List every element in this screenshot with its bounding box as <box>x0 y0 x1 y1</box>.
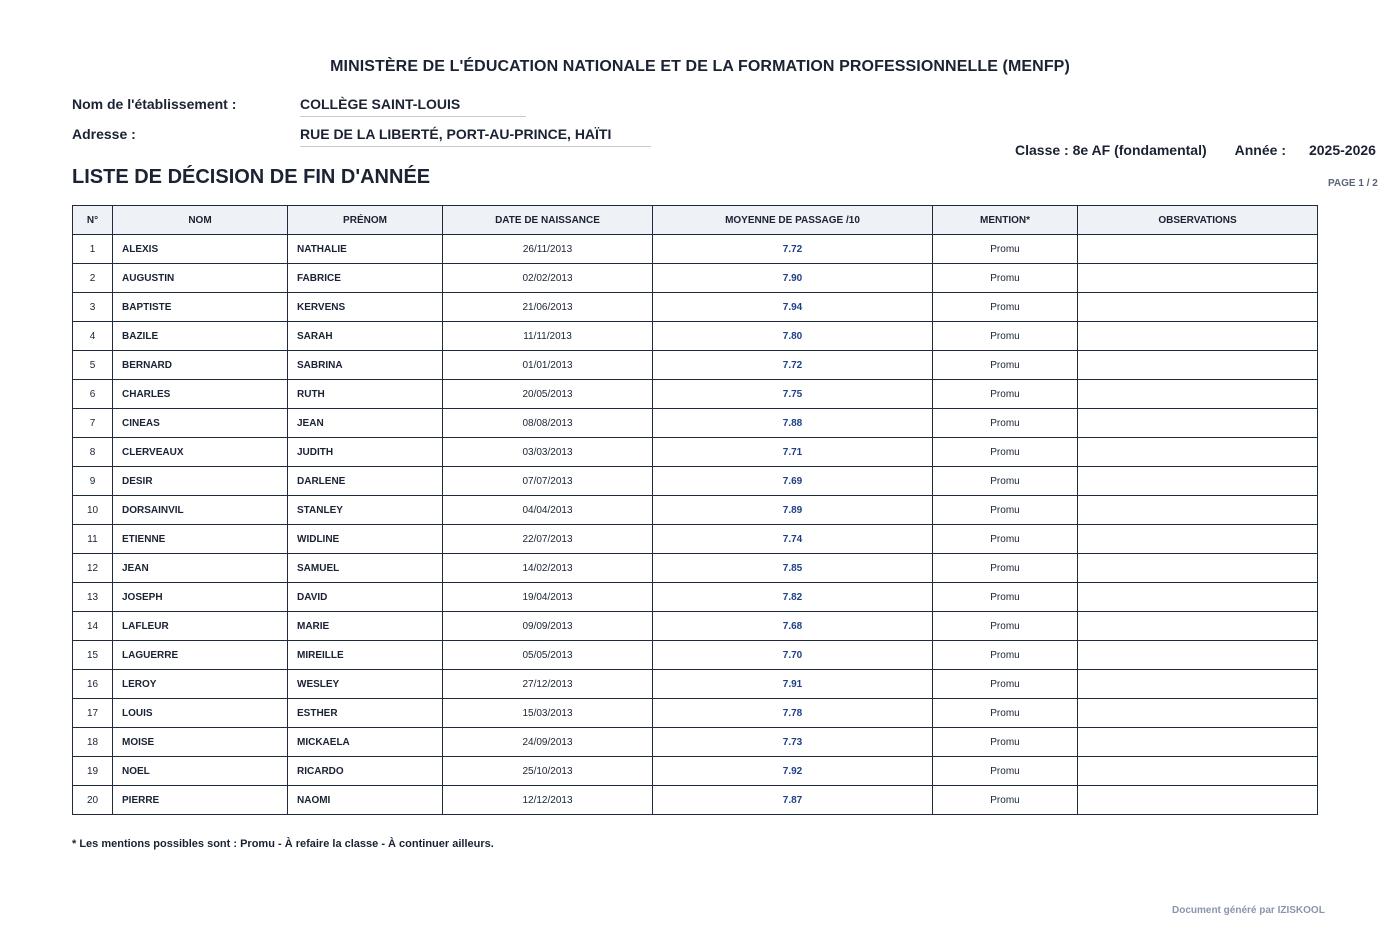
cell-number: 19 <box>73 757 113 786</box>
cell-nom: NOEL <box>113 757 288 786</box>
footnote: * Les mentions possibles sont : Promu - À refaire la classe - À continuer ailleurs. <box>72 838 494 850</box>
cell-nom: BERNARD <box>113 351 288 380</box>
cell-prenom: SAMUEL <box>288 554 443 583</box>
cell-number: 11 <box>73 525 113 554</box>
cell-nom: BAPTISTE <box>113 293 288 322</box>
table-row <box>73 757 1318 786</box>
cell-prenom: RICARDO <box>288 757 443 786</box>
cell-prenom: FABRICE <box>288 264 443 293</box>
cell-date-naissance: 08/08/2013 <box>443 409 653 438</box>
cell-mention: Promu <box>933 438 1078 467</box>
cell-nom: DORSAINVIL <box>113 496 288 525</box>
address-label: Adresse : <box>72 126 136 142</box>
cell-prenom: JUDITH <box>288 438 443 467</box>
cell-observations <box>1078 235 1318 264</box>
cell-moyenne: 7.78 <box>653 699 933 728</box>
cell-nom: MOISE <box>113 728 288 757</box>
ministry-title: MINISTÈRE DE L'ÉDUCATION NATIONALE ET DE LA FORMATION PROFESSIONNELLE (MENFP) <box>330 58 1070 75</box>
cell-observations <box>1078 467 1318 496</box>
table-row <box>73 293 1318 322</box>
cell-number: 14 <box>73 612 113 641</box>
cell-number: 15 <box>73 641 113 670</box>
table-row <box>73 438 1318 467</box>
cell-date-naissance: 15/03/2013 <box>443 699 653 728</box>
cell-date-naissance: 01/01/2013 <box>443 351 653 380</box>
cell-number: 16 <box>73 670 113 699</box>
list-title: LISTE DE DÉCISION DE FIN D'ANNÉE <box>72 166 431 188</box>
cell-observations <box>1078 757 1318 786</box>
page-indicator: PAGE 1 / 2 <box>1328 178 1378 189</box>
column-header-nom: NOM <box>113 206 288 235</box>
cell-prenom: STANLEY <box>288 496 443 525</box>
cell-mention: Promu <box>933 670 1078 699</box>
cell-moyenne: 7.73 <box>653 728 933 757</box>
cell-moyenne: 7.71 <box>653 438 933 467</box>
cell-moyenne: 7.80 <box>653 322 933 351</box>
cell-prenom: SABRINA <box>288 351 443 380</box>
cell-nom: CINEAS <box>113 409 288 438</box>
cell-number: 2 <box>73 264 113 293</box>
cell-prenom: ESTHER <box>288 699 443 728</box>
table-row <box>73 409 1318 438</box>
cell-nom: CHARLES <box>113 380 288 409</box>
cell-mention: Promu <box>933 467 1078 496</box>
cell-nom: LAGUERRE <box>113 641 288 670</box>
cell-date-naissance: 19/04/2013 <box>443 583 653 612</box>
cell-moyenne: 7.91 <box>653 670 933 699</box>
cell-mention: Promu <box>933 728 1078 757</box>
cell-mention: Promu <box>933 235 1078 264</box>
annee-value: 2025-2026 <box>1308 142 1376 158</box>
table-row <box>73 380 1318 409</box>
table-row <box>73 699 1318 728</box>
table-row <box>73 264 1318 293</box>
cell-prenom: NAOMI <box>288 786 443 815</box>
cell-mention: Promu <box>933 293 1078 322</box>
cell-nom: PIERRE <box>113 786 288 815</box>
cell-date-naissance: 27/12/2013 <box>443 670 653 699</box>
cell-number: 4 <box>73 322 113 351</box>
cell-nom: DESIR <box>113 467 288 496</box>
cell-mention: Promu <box>933 786 1078 815</box>
cell-mention: Promu <box>933 351 1078 380</box>
cell-mention: Promu <box>933 525 1078 554</box>
column-header-mention: MENTION* <box>933 206 1078 235</box>
cell-moyenne: 7.72 <box>653 351 933 380</box>
table-row <box>73 583 1318 612</box>
cell-prenom: DAVID <box>288 583 443 612</box>
cell-number: 13 <box>73 583 113 612</box>
cell-prenom: WESLEY <box>288 670 443 699</box>
table-row <box>73 670 1318 699</box>
cell-date-naissance: 25/10/2013 <box>443 757 653 786</box>
cell-observations <box>1078 409 1318 438</box>
cell-number: 5 <box>73 351 113 380</box>
cell-moyenne: 7.92 <box>653 757 933 786</box>
column-header-moyenne: MOYENNE DE PASSAGE /10 <box>653 206 933 235</box>
cell-date-naissance: 21/06/2013 <box>443 293 653 322</box>
cell-observations <box>1078 322 1318 351</box>
cell-observations <box>1078 583 1318 612</box>
cell-prenom: MIREILLE <box>288 641 443 670</box>
cell-observations <box>1078 380 1318 409</box>
cell-moyenne: 7.70 <box>653 641 933 670</box>
cell-observations <box>1078 264 1318 293</box>
cell-nom: JEAN <box>113 554 288 583</box>
cell-observations <box>1078 525 1318 554</box>
cell-mention: Promu <box>933 583 1078 612</box>
cell-mention: Promu <box>933 757 1078 786</box>
cell-nom: JOSEPH <box>113 583 288 612</box>
cell-moyenne: 7.74 <box>653 525 933 554</box>
decision-table <box>72 205 1318 815</box>
cell-moyenne: 7.75 <box>653 380 933 409</box>
cell-nom: LEROY <box>113 670 288 699</box>
cell-moyenne: 7.94 <box>653 293 933 322</box>
cell-number: 1 <box>73 235 113 264</box>
cell-number: 3 <box>73 293 113 322</box>
cell-date-naissance: 12/12/2013 <box>443 786 653 815</box>
cell-mention: Promu <box>933 380 1078 409</box>
cell-date-naissance: 05/05/2013 <box>443 641 653 670</box>
cell-moyenne: 7.69 <box>653 467 933 496</box>
cell-prenom: DARLENE <box>288 467 443 496</box>
cell-observations <box>1078 496 1318 525</box>
cell-date-naissance: 14/02/2013 <box>443 554 653 583</box>
cell-moyenne: 7.88 <box>653 409 933 438</box>
cell-date-naissance: 20/05/2013 <box>443 380 653 409</box>
cell-prenom: MICKAELA <box>288 728 443 757</box>
generated-by: Document généré par IZISKOOL <box>1172 905 1325 916</box>
cell-moyenne: 7.87 <box>653 786 933 815</box>
school-label: Nom de l'établissement : <box>72 96 237 112</box>
cell-moyenne: 7.68 <box>653 612 933 641</box>
cell-number: 10 <box>73 496 113 525</box>
cell-number: 12 <box>73 554 113 583</box>
cell-nom: AUGUSTIN <box>113 264 288 293</box>
cell-mention: Promu <box>933 641 1078 670</box>
cell-observations <box>1078 351 1318 380</box>
cell-moyenne: 7.85 <box>653 554 933 583</box>
cell-observations <box>1078 728 1318 757</box>
classe-info <box>1015 142 1376 158</box>
classe-value: 8e AF (fondamental) <box>1072 142 1207 158</box>
column-header-number: N° <box>73 206 113 235</box>
cell-mention: Promu <box>933 496 1078 525</box>
cell-nom: BAZILE <box>113 322 288 351</box>
table-row <box>73 235 1318 264</box>
cell-prenom: KERVENS <box>288 293 443 322</box>
cell-date-naissance: 24/09/2013 <box>443 728 653 757</box>
cell-nom: CLERVEAUX <box>113 438 288 467</box>
table-row <box>73 641 1318 670</box>
cell-date-naissance: 11/11/2013 <box>443 322 653 351</box>
cell-observations <box>1078 670 1318 699</box>
cell-mention: Promu <box>933 554 1078 583</box>
cell-prenom: NATHALIE <box>288 235 443 264</box>
cell-date-naissance: 22/07/2013 <box>443 525 653 554</box>
classe-label: Classe : <box>1015 142 1069 158</box>
table-row <box>73 786 1318 815</box>
annee-label: Année : <box>1234 142 1286 158</box>
table-row <box>73 554 1318 583</box>
cell-prenom: WIDLINE <box>288 525 443 554</box>
cell-date-naissance: 26/11/2013 <box>443 235 653 264</box>
cell-number: 9 <box>73 467 113 496</box>
table-row <box>73 322 1318 351</box>
cell-prenom: MARIE <box>288 612 443 641</box>
table-row <box>73 351 1318 380</box>
table-row <box>73 525 1318 554</box>
cell-mention: Promu <box>933 699 1078 728</box>
cell-date-naissance: 09/09/2013 <box>443 612 653 641</box>
column-header-date: DATE DE NAISSANCE <box>443 206 653 235</box>
cell-moyenne: 7.90 <box>653 264 933 293</box>
column-header-prenom: PRÉNOM <box>288 206 443 235</box>
cell-nom: ALEXIS <box>113 235 288 264</box>
column-header-observations: OBSERVATIONS <box>1078 206 1318 235</box>
cell-date-naissance: 03/03/2013 <box>443 438 653 467</box>
cell-moyenne: 7.89 <box>653 496 933 525</box>
cell-observations <box>1078 786 1318 815</box>
cell-nom: LAFLEUR <box>113 612 288 641</box>
cell-number: 20 <box>73 786 113 815</box>
table-header-row <box>73 206 1318 235</box>
cell-date-naissance: 04/04/2013 <box>443 496 653 525</box>
table-row <box>73 728 1318 757</box>
cell-nom: LOUIS <box>113 699 288 728</box>
cell-moyenne: 7.82 <box>653 583 933 612</box>
school-value: COLLÈGE SAINT-LOUIS <box>300 96 526 117</box>
cell-observations <box>1078 554 1318 583</box>
table-row <box>73 467 1318 496</box>
cell-number: 18 <box>73 728 113 757</box>
cell-nom: ETIENNE <box>113 525 288 554</box>
cell-date-naissance: 07/07/2013 <box>443 467 653 496</box>
cell-observations <box>1078 612 1318 641</box>
cell-number: 8 <box>73 438 113 467</box>
cell-prenom: SARAH <box>288 322 443 351</box>
cell-number: 7 <box>73 409 113 438</box>
address-value: RUE DE LA LIBERTÉ, PORT-AU-PRINCE, HAÏTI <box>300 126 651 147</box>
cell-number: 6 <box>73 380 113 409</box>
cell-mention: Promu <box>933 322 1078 351</box>
cell-observations <box>1078 641 1318 670</box>
cell-mention: Promu <box>933 409 1078 438</box>
cell-observations <box>1078 438 1318 467</box>
cell-observations <box>1078 699 1318 728</box>
cell-prenom: JEAN <box>288 409 443 438</box>
cell-mention: Promu <box>933 612 1078 641</box>
table-row <box>73 496 1318 525</box>
cell-observations <box>1078 293 1318 322</box>
cell-date-naissance: 02/02/2013 <box>443 264 653 293</box>
cell-mention: Promu <box>933 264 1078 293</box>
cell-prenom: RUTH <box>288 380 443 409</box>
cell-moyenne: 7.72 <box>653 235 933 264</box>
cell-number: 17 <box>73 699 113 728</box>
table-row <box>73 612 1318 641</box>
